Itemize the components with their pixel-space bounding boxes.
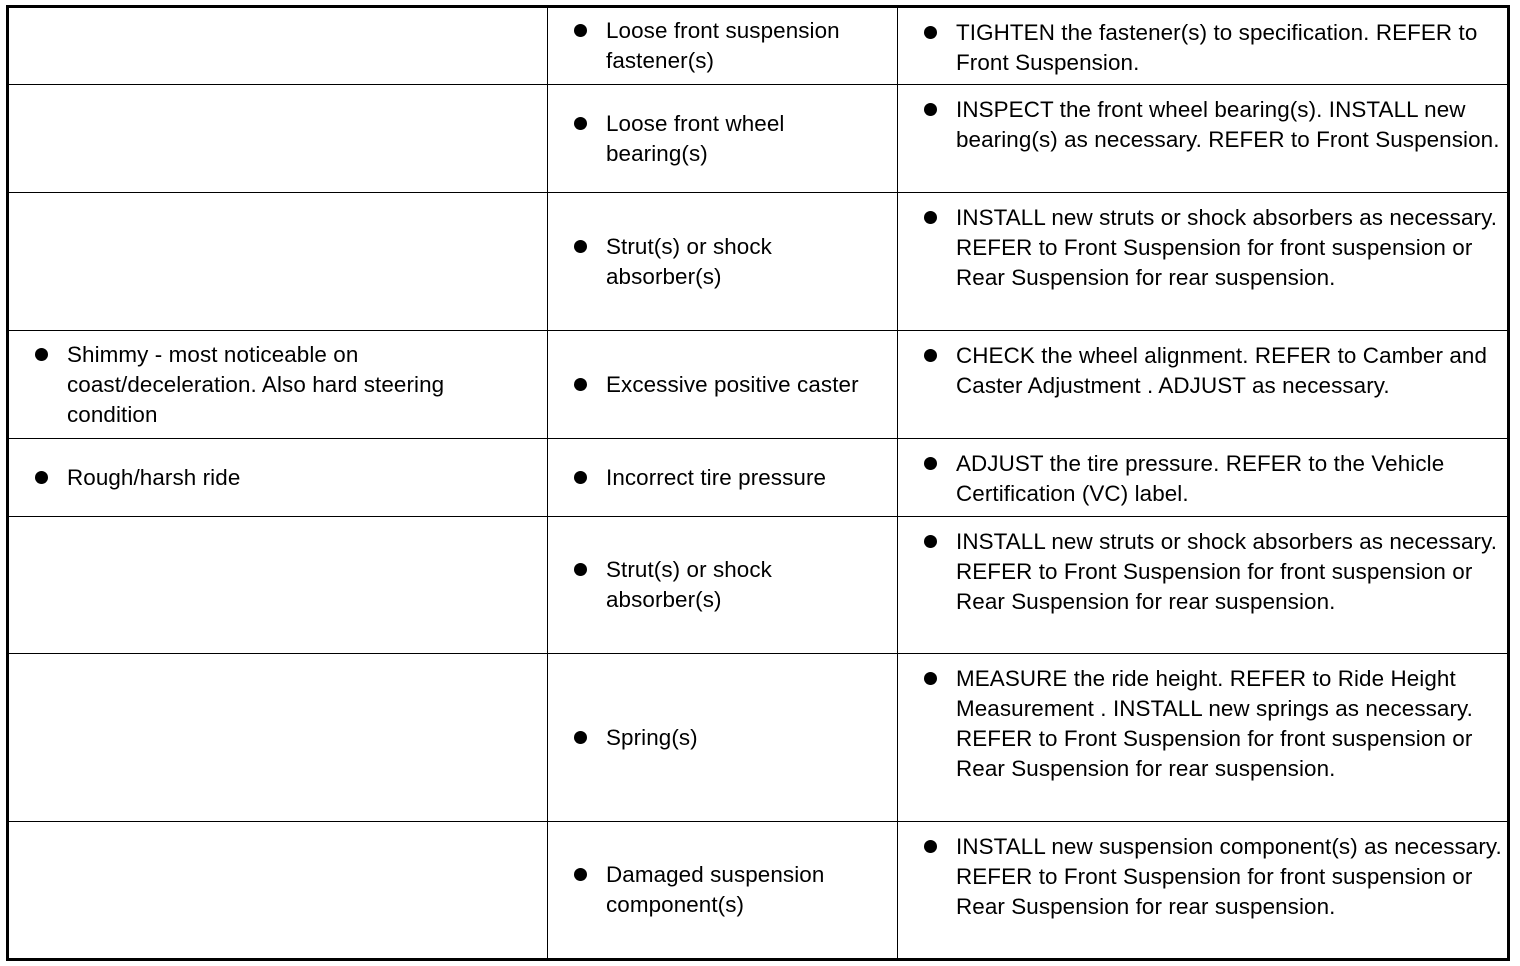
action-cell [898, 7, 1509, 85]
table-row [8, 7, 1509, 85]
action-cell [898, 331, 1509, 439]
bullet-icon [574, 24, 587, 37]
cause-text: Strut(s) or shock absorber(s) [606, 557, 772, 612]
table-row [8, 85, 1509, 193]
action-cell [898, 822, 1509, 960]
condition-cell [8, 822, 548, 960]
cause-cell [548, 517, 898, 654]
bullet-icon [574, 117, 587, 130]
diagnosis-table [6, 5, 1510, 961]
condition-cell [8, 7, 548, 85]
condition-text: Rough/harsh ride [67, 464, 241, 490]
table-row [8, 517, 1509, 654]
bullet-icon [574, 731, 587, 744]
bullet-icon [574, 471, 587, 484]
cause-cell [548, 331, 898, 439]
bullet-icon [924, 457, 937, 470]
bullet-icon [35, 348, 48, 361]
bullet-icon [924, 103, 937, 116]
cause-text: Spring(s) [606, 724, 698, 750]
condition-cell [8, 654, 548, 822]
action-cell [898, 193, 1509, 331]
table-row [8, 654, 1509, 822]
cause-text: Damaged suspension component(s) [606, 862, 825, 917]
bullet-icon [574, 240, 587, 253]
table-row [8, 822, 1509, 960]
bullet-icon [924, 535, 937, 548]
bullet-icon [924, 349, 937, 362]
condition-cell [8, 85, 548, 193]
table-row [8, 331, 1509, 439]
cause-cell [548, 7, 898, 85]
bullet-icon [574, 378, 587, 391]
cause-text: Loose front suspension fastener(s) [606, 18, 840, 73]
cause-cell [548, 439, 898, 517]
cause-cell [548, 193, 898, 331]
cause-text: Incorrect tire pressure [606, 464, 827, 490]
action-text: ADJUST the tire pressure. REFER to the Vehicle Certification (VC) label. [956, 451, 1445, 506]
condition-cell [8, 439, 548, 517]
table-row [8, 439, 1509, 517]
action-text: TIGHTEN the fastener(s) to specification. REFER to Front Suspension. [956, 20, 1478, 75]
condition-cell [8, 193, 548, 331]
bullet-icon [35, 471, 48, 484]
action-cell [898, 517, 1509, 654]
cause-cell [548, 654, 898, 822]
bullet-icon [924, 26, 937, 39]
cause-text: Excessive positive caster [606, 371, 859, 397]
bullet-icon [924, 211, 937, 224]
table-row [8, 193, 1509, 331]
action-cell [898, 85, 1509, 193]
action-text: INSPECT the front wheel bearing(s). INSTALL new bearing(s) as necessary. REFER to Front Suspension. [956, 97, 1500, 152]
action-text: INSTALL new struts or shock absorbers as necessary. REFER to Front Suspension for front suspension or Rear Suspension for rear suspension. [956, 205, 1498, 290]
action-cell [898, 654, 1509, 822]
action-text: INSTALL new struts or shock absorbers as necessary. REFER to Front Suspension for front suspension or Rear Suspension for rear suspension. [956, 529, 1498, 614]
action-text: INSTALL new suspension component(s) as necessary. REFER to Front Suspension for front suspension or Rear Suspension for rear suspension. [956, 834, 1502, 919]
bullet-icon [574, 563, 587, 576]
bullet-icon [924, 840, 937, 853]
action-cell [898, 439, 1509, 517]
condition-cell [8, 517, 548, 654]
condition-text: Shimmy - most noticeable on coast/deceleration. Also hard steering condition [67, 341, 445, 427]
bullet-icon [574, 868, 587, 881]
cause-cell [548, 85, 898, 193]
cause-text: Loose front wheel bearing(s) [606, 110, 785, 166]
cause-cell [548, 822, 898, 960]
bullet-icon [924, 672, 937, 685]
action-text: MEASURE the ride height. REFER to Ride Height Measurement . INSTALL new springs as necessary. REFER to Front Suspension for front suspension or Rear Suspension for rear suspension. [956, 666, 1473, 781]
action-text: CHECK the wheel alignment. REFER to Camber and Caster Adjustment . ADJUST as necessary. [956, 343, 1488, 398]
condition-cell [8, 331, 548, 439]
cause-text: Strut(s) or shock absorber(s) [606, 233, 772, 289]
